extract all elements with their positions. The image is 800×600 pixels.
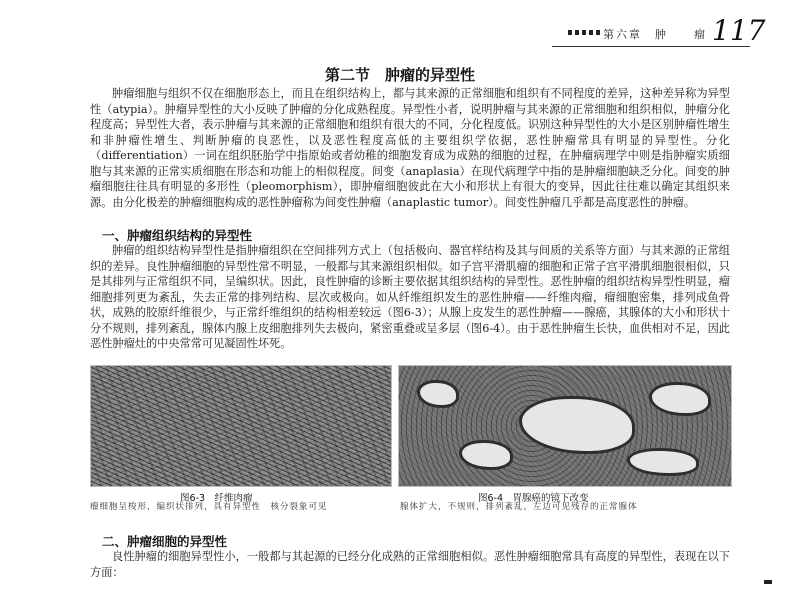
heading-tissue-atypia: 一、肿瘤组织结构的异型性 xyxy=(102,228,253,243)
header-decoration xyxy=(568,30,600,35)
figure-6-4-title: 图6-4 胃腺癌的镜下改变 xyxy=(478,493,589,504)
section-title: 第二节 肿瘤的异型性 xyxy=(324,66,475,84)
page-number: 117 xyxy=(712,14,766,47)
figure-6-4-caption: 腺体扩大，不规则，排列紊乱，左边可见残存的正常腺体 xyxy=(400,502,638,512)
intro-paragraph: 肿瘤细胞与组织不仅在细胞形态上，而且在组织结构上，都与其来源的正常细胞和组织有不同程度的差异，这种差异称为异型性（atypia）。肿瘤异型性的大小反映了肿瘤的分化成熟程度。异型性小者，说明肿瘤与其来源的正常细胞和组织相似，肿瘤分化程度高；异型性大者，表示肿瘤与其来源的正常细胞和组织有很大的不同，分化程度低。识别这种异型性的大小是区别肿瘤性增生和非肿瘤性增生、判断肿瘤的良恶性，以及恶性程度高低的主要组织学依据，恶性肿瘤常具有明显的异型性。分化（differentiation）一词在组织胚胎学中指原始或者幼稚的细胞发育成为成熟的细胞的过程，在肿瘤病理学中则是指肿瘤实质细胞与其来源的正常实质细胞在形态和功能上的相似程度。间变（anaplasia）在现代病理学中指的是肿瘤细胞缺乏分化。间变的肿瘤细胞往往具有明显的多形性（pleomorphism），即肿瘤细胞彼此在大小和形状上有很大的变异，因此往往难以确定其组织来源。由分化极差的肿瘤细胞构成的恶性肿瘤称为间变性肿瘤（anaplastic tumor）。间变性肿瘤几乎都是高度恶性的肿瘤。 xyxy=(90,87,730,209)
tissue-atypia-paragraph: 肿瘤的组织结构异型性是指肿瘤组织在空间排列方式上（包括极向、器官样结构及其与间质的关系等方面）与其来源的正常组织的差异。良性肿瘤细胞的异型性常不明显，一般都与其来源组织相似。如子宫平滑肌瘤的细胞和正常子宫平滑肌细胞很相似，只是其排列与正常组织不同，呈编织状。因此，良性肿瘤的诊断主要依据其组织结构的异型性。恶性肿瘤的组织结构异型性明显，瘤细胞排列更为紊乱，失去正常的排列结构、层次或极向。如从纤维组织发生的恶性肿瘤——纤维肉瘤，瘤细胞密集，排列成鱼骨状，成熟的胶原纤维很少，与正常纤维组织的结构相差较远（图6-3）；从腺上皮发生的恶性肿瘤——腺癌，其腺体的大小和形状十分不规则，排列紊乱，腺体内腺上皮细胞排列失去极向，紧密重叠或呈多层（图6-4）。由于恶性肿瘤生长快，血供相对不足，因此恶性肿瘤灶的中央常常可见凝固性坏死。 xyxy=(90,244,730,350)
figure-fibrosarcoma-image xyxy=(90,365,392,487)
cell-atypia-paragraph: 良性肿瘤的细胞异型性小，一般都与其起源的已经分化成熟的正常细胞相似。恶性肿瘤细胞常具有高度的异型性，表现在以下方面： xyxy=(90,550,730,579)
chapter-label: 第六章 肿 瘤 xyxy=(603,28,707,41)
figure-gastric-adenocarcinoma-image xyxy=(398,365,732,487)
heading-cell-atypia: 二、肿瘤细胞的异型性 xyxy=(102,534,228,549)
figure-6-3-caption: 瘤细胞呈梭形，编织状排列，具有异型性 核分裂象可见 xyxy=(90,502,328,512)
page-corner-mark xyxy=(764,580,772,584)
figure-6-3-title: 图6-3 纤维肉瘤 xyxy=(180,493,253,504)
